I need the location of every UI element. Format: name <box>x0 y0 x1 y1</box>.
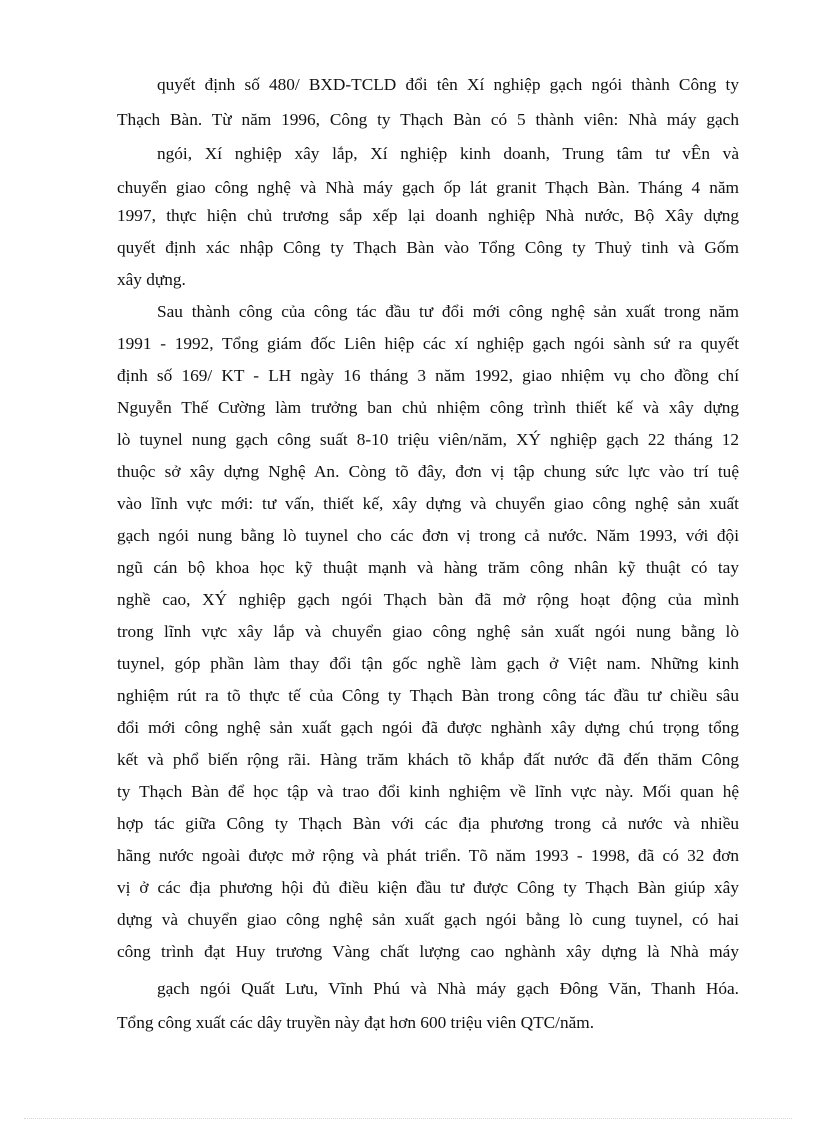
text-line: Thạch Bàn. Từ năm 1996, Công ty Thạch Bàn có 5 thành viên: Nhà máy gạch <box>117 110 739 129</box>
text-line: lò tuynel nung gạch công suất 8-10 triệu viên/năm, XÝ nghiệp gạch 22 tháng 12 <box>117 430 739 449</box>
text-line: hãng nước ngoài được mở rộng và phát triển. Tõ năm 1993 - 1998, đã có 32 đơn <box>117 846 739 865</box>
text-line: Sau thành công của công tác đầu tư đổi mới công nghệ sản xuất trong năm <box>157 302 739 321</box>
text-line: 1991 - 1992, Tổng giám đốc Liên hiệp các xí nghiệp gạch ngói sành sứ ra quyết <box>117 334 739 353</box>
text-line: ngũ cán bộ khoa học kỹ thuật mạnh và hàng trăm công nhân kỹ thuật có tay <box>117 558 739 577</box>
text-line: Nguyễn Thế Cường làm trưởng ban chủ nhiệm công trình thiết kế và xây dựng <box>117 398 739 417</box>
text-line: thuộc sở xây dựng Nghệ An. Còng tõ đây, đơn vị tập chung sức lực vào trí tuệ <box>117 462 739 481</box>
text-line: nghề cao, XÝ nghiệp gạch ngói Thạch bàn đã mở rộng hoạt động của mình <box>117 590 739 609</box>
text-line: trong lĩnh vực xây lắp và chuyển giao công nghệ sản xuất ngói nung bằng lò <box>117 622 739 641</box>
text-line: xây dựng. <box>117 270 186 289</box>
text-line: Tổng công xuất các dây truyền này đạt hơn 600 triệu viên QTC/năm. <box>117 1013 595 1032</box>
text-line: dựng và chuyển giao công nghệ sản xuất gạch ngói bằng lò cung tuynel, có hai <box>117 910 739 929</box>
text-line: nghiệm rút ra tõ thực tế của Công ty Thạch Bàn trong công tác đầu tư chiều sâu <box>117 686 739 705</box>
text-line: kết và phổ biến rộng rãi. Hàng trăm khách tõ khắp đất nước đã đến thăm Công <box>117 750 739 769</box>
text-line: ty Thạch Bàn để học tập và trao đổi kinh nghiệm về lĩnh vực này. Mối quan hệ <box>117 782 739 801</box>
text-line: hợp tác giữa Công ty Thạch Bàn với các địa phương trong cả nước và nhiều <box>117 814 739 833</box>
text-line: ngói, Xí nghiệp xây lắp, Xí nghiệp kinh doanh, Trung tâm tư vÊn và <box>157 144 739 163</box>
text-line: đổi mới công nghệ sản xuất gạch ngói đã được nghành xây dựng chú trọng tổng <box>117 718 739 737</box>
text-line: công trình đạt Huy trương Vàng chất lượng cao nghành xây dựng là Nhà máy <box>117 942 739 961</box>
text-line: gạch ngói nung bằng lò tuynel cho các đơn vị trong cả nước. Năm 1993, với đội <box>117 526 739 545</box>
text-line: quyết định xác nhập Công ty Thạch Bàn vào Tổng Công ty Thuỷ tinh và Gốm <box>117 238 739 257</box>
text-line: quyết định số 480/ BXD-TCLD đổi tên Xí nghiệp gạch ngói thành Công ty <box>157 75 739 94</box>
text-line: vào lĩnh vực mới: tư vấn, thiết kế, xây dựng và chuyển giao công nghệ sản xuất <box>117 494 739 513</box>
text-line: 1997, thực hiện chủ trương sắp xếp lại doanh nghiệp Nhà nước, Bộ Xây dựng <box>117 206 739 225</box>
text-line: gạch ngói Quất Lưu, Vĩnh Phú và Nhà máy gạch Đông Văn, Thanh Hóa. <box>157 979 739 998</box>
text-line: chuyển giao công nghệ và Nhà máy gạch ốp lát granit Thạch Bàn. Tháng 4 năm <box>117 178 739 197</box>
text-line: định số 169/ KT - LH ngày 16 tháng 3 năm 1992, giao nhiệm vụ cho đồng chí <box>117 366 739 385</box>
text-line: vị ở các địa phương hội đủ điều kiện đầu tư được Công ty Thạch Bàn giúp xây <box>117 878 739 897</box>
page-bottom-divider <box>24 1118 792 1119</box>
text-line: tuynel, góp phần làm thay đổi tận gốc nghề làm gạch ở Việt nam. Những kinh <box>117 654 739 673</box>
